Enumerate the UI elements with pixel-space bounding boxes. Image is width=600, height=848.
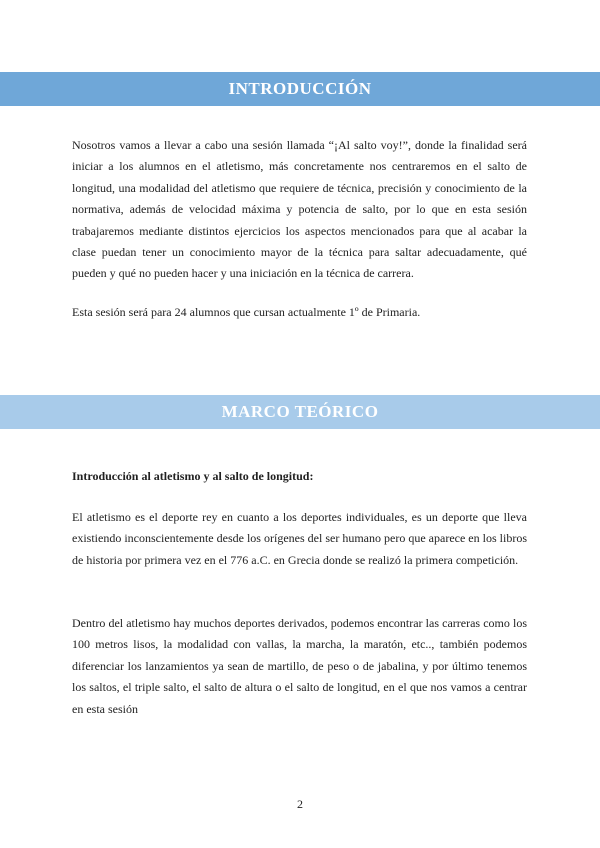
page-number: 2 [297,797,303,811]
introduccion-heading: INTRODUCCIÓN [228,79,372,98]
atletismo-subheading: Introducción al atletismo y al salto de longitud: [72,469,314,483]
introduccion-paragraph-1: Nosotros vamos a llevar a cabo una sesión llamada “¡Al salto voy!”, donde la finalidad será iniciar a los alumnos en el atletismo, más concretamente nos centraremos en el salto de longitud, una modalidad del atletismo que requiere de técnica, precisión y conocimiento de la normativa, además de velocidad máxima y potencia de salto, por lo que en esta sesión trabajaremos mediante distintos ejercicios los aspectos mencionados para que al acabar la clase puedan tener un conocimiento mayor de la técnica para saltar adecuadamente, qué pueden y qué no pueden hacer y una iniciación en la técnica de carrera. [72,138,527,281]
marco-teorico-heading: MARCO TEÓRICO [221,402,379,421]
introduccion-header-banner [0,72,600,106]
marco-teorico-paragraph-1: El atletismo es el deporte rey en cuanto a los deportes individuales, es un deporte que lleva existiendo inconscientemente desde los orígenes del ser humano pero que aparece en los libros de historia por primera vez en el 776 a.C. en Grecia donde se realizó la primera competición. [72,510,527,567]
marco-teorico-paragraph-2: Dentro del atletismo hay muchos deportes derivados, podemos encontrar las carreras como los 100 metros lisos, la modalidad con vallas, la marcha, la maratón, etc.., también podemos diferenciar los lanzamientos ya sean de martillo, de peso o de jabalina, y por último tenemos los saltos, el triple salto, el salto de altura o el salto de longitud, en el que nos vamos a centrar en esta sesión [72,616,527,716]
marco-teorico-header-banner [0,395,600,429]
introduccion-paragraph-2: Esta sesión será para 24 alumnos que cursan actualmente 1º de Primaria. [72,305,421,319]
